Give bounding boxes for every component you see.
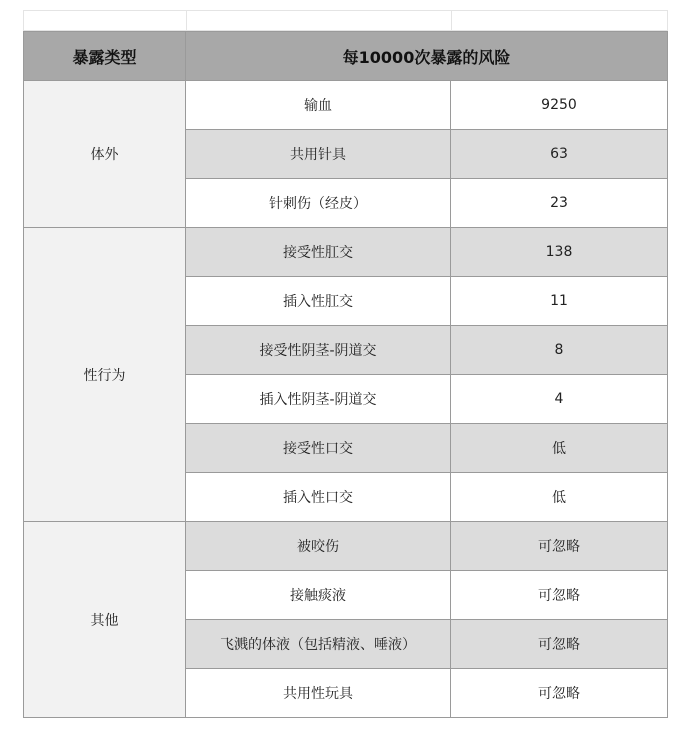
risk-value-cell: 可忽略 [451, 522, 668, 571]
risk-value-cell: 4 [451, 375, 668, 424]
header-risk: 每10000次暴露的风险 [186, 32, 668, 81]
header-exposure-type: 暴露类型 [24, 32, 186, 81]
risk-value-cell: 低 [451, 473, 668, 522]
risk-value-cell: 9250 [451, 81, 668, 130]
exposure-item-cell: 输血 [186, 81, 451, 130]
table-row [24, 228, 668, 277]
risk-value-cell: 可忽略 [451, 571, 668, 620]
risk-value-cell: 138 [451, 228, 668, 277]
empty-cell [187, 11, 452, 31]
empty-cell [452, 11, 668, 31]
risk-value-cell: 11 [451, 277, 668, 326]
header-row [24, 32, 668, 81]
exposure-item-cell: 接受性肛交 [186, 228, 451, 277]
exposure-item-cell: 接受性阴茎-阴道交 [186, 326, 451, 375]
risk-value-cell: 可忽略 [451, 669, 668, 718]
exposure-item-cell: 共用性玩具 [186, 669, 451, 718]
risk-table [23, 31, 668, 718]
risk-value-cell: 8 [451, 326, 668, 375]
exposure-item-cell: 插入性口交 [186, 473, 451, 522]
exposure-item-cell: 共用针具 [186, 130, 451, 179]
risk-value-cell: 可忽略 [451, 620, 668, 669]
exposure-item-cell: 针刺伤（经皮） [186, 179, 451, 228]
exposure-item-cell: 插入性肛交 [186, 277, 451, 326]
exposure-item-cell: 接受性口交 [186, 424, 451, 473]
empty-cell [24, 11, 187, 31]
category-cell: 体外 [24, 81, 186, 228]
risk-value-cell: 23 [451, 179, 668, 228]
category-cell: 其他 [24, 522, 186, 718]
empty-top-row [23, 10, 668, 31]
table-row [24, 81, 668, 130]
exposure-item-cell: 插入性阴茎-阴道交 [186, 375, 451, 424]
category-cell: 性行为 [24, 228, 186, 522]
exposure-item-cell: 被咬伤 [186, 522, 451, 571]
risk-value-cell: 低 [451, 424, 668, 473]
exposure-item-cell: 接触痰液 [186, 571, 451, 620]
risk-value-cell: 63 [451, 130, 668, 179]
exposure-item-cell: 飞溅的体液（包括精液、唾液） [186, 620, 451, 669]
table-row [24, 522, 668, 571]
